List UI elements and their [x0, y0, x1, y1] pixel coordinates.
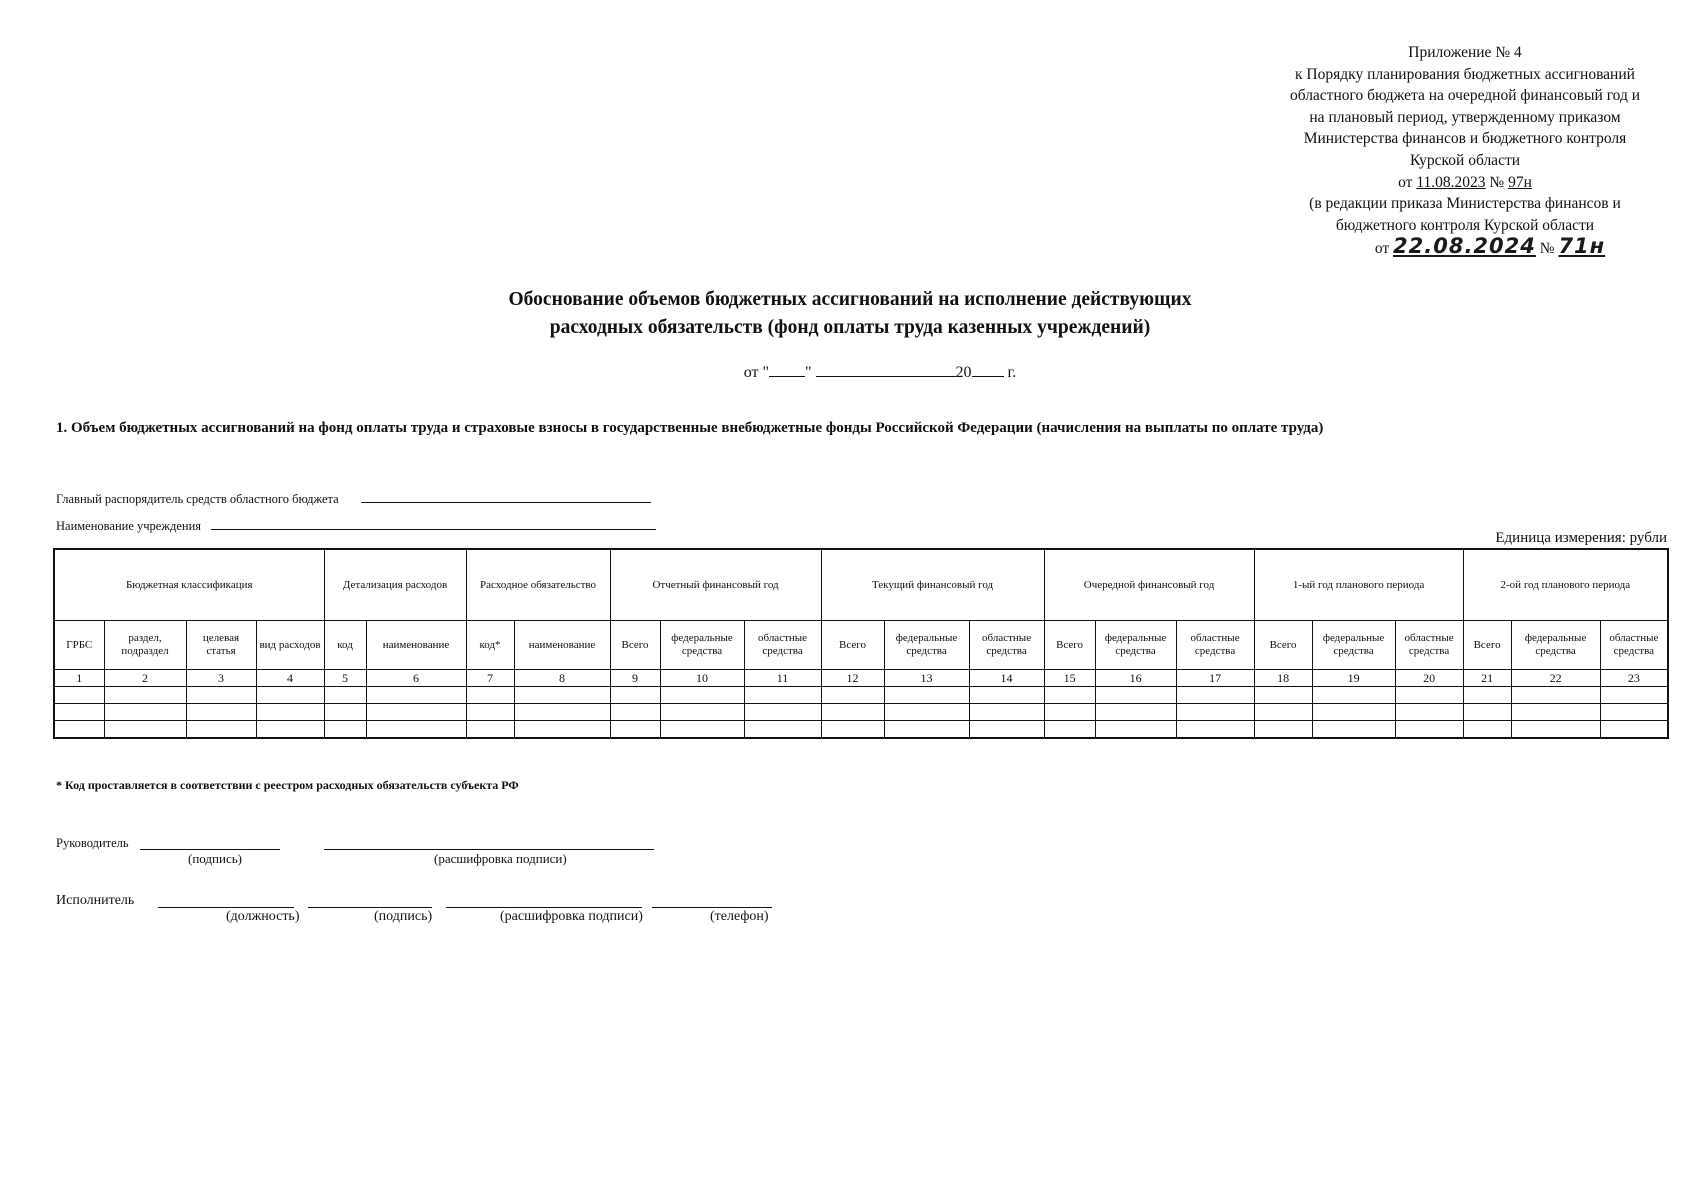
- table-cell[interactable]: [1395, 704, 1463, 721]
- column-number: 6: [366, 670, 466, 687]
- group-header: Отчетный финансовый год: [610, 549, 821, 621]
- executor-signature-line[interactable]: [308, 906, 432, 908]
- table-cell[interactable]: [324, 704, 366, 721]
- column-header: федеральные средства: [884, 621, 969, 670]
- table-cell[interactable]: [610, 704, 660, 721]
- table-cell[interactable]: [1463, 721, 1511, 739]
- table-cell[interactable]: [969, 721, 1044, 739]
- head-label: Руководитель: [56, 836, 129, 850]
- table-cell[interactable]: [466, 704, 514, 721]
- table-cell[interactable]: [366, 704, 466, 721]
- document-title: Обоснование объемов бюджетных ассигнований на исполнение действующих расходных обязательств (фонд оплаты труда казенных учреждений): [508, 289, 1192, 338]
- table-cell[interactable]: [1600, 704, 1668, 721]
- phone-caption: (телефон): [710, 909, 769, 924]
- group-header: 1-ый год планового периода: [1254, 549, 1463, 621]
- column-header: Всего: [1044, 621, 1095, 670]
- approval-line: областного бюджета на очередной финансовый год и: [1289, 87, 1641, 105]
- document-date-line: от " " 20 г.: [600, 361, 1160, 382]
- column-header: областные средства: [969, 621, 1044, 670]
- table-cell[interactable]: [1044, 687, 1095, 704]
- head-signature-line[interactable]: [140, 848, 280, 850]
- table-row[interactable]: [54, 704, 1668, 721]
- column-header: Всего: [610, 621, 660, 670]
- order-date: 11.08.2023: [1416, 173, 1486, 191]
- table-cell[interactable]: [1176, 687, 1254, 704]
- table-cell[interactable]: [1600, 721, 1668, 739]
- table-cell[interactable]: [514, 687, 610, 704]
- head-decoding-line[interactable]: [324, 848, 654, 850]
- table-cell[interactable]: [1176, 721, 1254, 739]
- table-cell[interactable]: [54, 704, 104, 721]
- approval-block: [1245, 42, 1685, 260]
- column-number-row: [54, 670, 1668, 687]
- table-cell[interactable]: [660, 704, 744, 721]
- column-number: 14: [969, 670, 1044, 687]
- edition-line: (в редакции приказа Министерства финансов и: [1309, 195, 1621, 213]
- column-number: 21: [1463, 670, 1511, 687]
- table-cell[interactable]: [186, 687, 256, 704]
- decoding-caption: (расшифровка подписи): [434, 851, 567, 866]
- column-header: Всего: [1254, 621, 1312, 670]
- column-number: 15: [1044, 670, 1095, 687]
- footnote: * Код проставляется в соответствии с реестром расходных обязательств субъекта РФ: [56, 778, 519, 792]
- table-cell[interactable]: [104, 704, 186, 721]
- table-cell[interactable]: [884, 687, 969, 704]
- column-header: Всего: [1463, 621, 1511, 670]
- column-number: 10: [660, 670, 744, 687]
- year-blank[interactable]: [972, 361, 1004, 377]
- table-cell[interactable]: [1395, 687, 1463, 704]
- table-cell[interactable]: [744, 721, 821, 739]
- table-cell[interactable]: [514, 721, 610, 739]
- decoding-caption: (расшифровка подписи): [500, 909, 643, 924]
- column-header: ГРБС: [54, 621, 104, 670]
- table-cell[interactable]: [1254, 704, 1312, 721]
- executor-phone-line[interactable]: [652, 906, 772, 908]
- table-cell[interactable]: [104, 721, 186, 739]
- column-number: 18: [1254, 670, 1312, 687]
- table-cell[interactable]: [466, 721, 514, 739]
- column-header: федеральные средства: [1511, 621, 1600, 670]
- table-cell[interactable]: [1511, 687, 1600, 704]
- table-cell[interactable]: [1176, 704, 1254, 721]
- column-header: областные средства: [744, 621, 821, 670]
- table-row[interactable]: [54, 721, 1668, 739]
- table-cell[interactable]: [1511, 721, 1600, 739]
- column-header: наименование: [514, 621, 610, 670]
- grbs-input-line[interactable]: [361, 490, 651, 503]
- table-cell[interactable]: [1463, 687, 1511, 704]
- position-caption: (должность): [226, 909, 300, 924]
- table-cell[interactable]: [1095, 704, 1176, 721]
- column-header: вид расходов: [256, 621, 324, 670]
- table-cell[interactable]: [104, 687, 186, 704]
- table-cell[interactable]: [54, 721, 104, 739]
- executor-label: Исполнитель: [56, 893, 135, 908]
- grbs-label: Главный распорядитель средств областного бюджета: [56, 492, 339, 506]
- grbs-field: [56, 490, 651, 507]
- column-header: наименование: [366, 621, 466, 670]
- column-number: 2: [104, 670, 186, 687]
- group-header: Детализация расходов: [324, 549, 466, 621]
- table-cell[interactable]: [1095, 721, 1176, 739]
- column-header: федеральные средства: [660, 621, 744, 670]
- month-blank[interactable]: [816, 361, 956, 377]
- signature-caption: (подпись): [374, 909, 433, 924]
- table-cell[interactable]: [186, 721, 256, 739]
- table-cell[interactable]: [969, 704, 1044, 721]
- table-cell[interactable]: [54, 687, 104, 704]
- table-cell[interactable]: [366, 687, 466, 704]
- table-cell[interactable]: [610, 721, 660, 739]
- edition-line: бюджетного контроля Курской области: [1335, 216, 1595, 234]
- table-cell[interactable]: [324, 721, 366, 739]
- approval-line: на плановый период, утвержденному приказом: [1309, 108, 1621, 126]
- column-number: 16: [1095, 670, 1176, 687]
- edition-date-line: от 22.08.2024 № 71н: [1374, 234, 1606, 259]
- group-header: Бюджетная классификация: [54, 549, 324, 621]
- executor-decoding-line[interactable]: [446, 906, 642, 908]
- column-number: 1: [54, 670, 104, 687]
- column-number: 19: [1312, 670, 1395, 687]
- institution-input-line[interactable]: [211, 517, 656, 530]
- approval-line: к Порядку планирования бюджетных ассигнований: [1295, 65, 1635, 83]
- column-number: 8: [514, 670, 610, 687]
- table-cell[interactable]: [256, 704, 324, 721]
- group-header: Расходное обязательство: [466, 549, 610, 621]
- table-cell[interactable]: [366, 721, 466, 739]
- table-cell[interactable]: [1600, 687, 1668, 704]
- table-cell[interactable]: [1511, 704, 1600, 721]
- column-header: федеральные средства: [1095, 621, 1176, 670]
- column-number: 23: [1600, 670, 1668, 687]
- table-group-header-row: [54, 549, 1668, 621]
- table-cell[interactable]: [1395, 721, 1463, 739]
- day-blank[interactable]: [769, 361, 805, 377]
- table-cell[interactable]: [1044, 721, 1095, 739]
- column-number: 5: [324, 670, 366, 687]
- budget-table: [53, 548, 1669, 739]
- order-date-line: от 11.08.2023 № 97н: [1398, 173, 1532, 191]
- table-cell[interactable]: [1095, 687, 1176, 704]
- table-cell[interactable]: [660, 687, 744, 704]
- column-number: 4: [256, 670, 324, 687]
- column-number: 22: [1511, 670, 1600, 687]
- column-header: Всего: [821, 621, 884, 670]
- signature-caption: (подпись): [188, 851, 242, 866]
- column-number: 17: [1176, 670, 1254, 687]
- section-1-heading: 1. Объем бюджетных ассигнований на фонд оплаты труда и страховые взносы в государственные внебюджетные фонды Российской Федерации (начисления на выплаты по оплате труда): [56, 420, 1324, 436]
- appendix-number: Приложение № 4: [1408, 44, 1522, 61]
- table-cell[interactable]: [744, 687, 821, 704]
- column-number: 3: [186, 670, 256, 687]
- table-cell[interactable]: [821, 687, 884, 704]
- column-header: областные средства: [1600, 621, 1668, 670]
- table-cell[interactable]: [610, 687, 660, 704]
- column-number: 13: [884, 670, 969, 687]
- order-number: 97н: [1508, 173, 1532, 191]
- column-header: областные средства: [1176, 621, 1254, 670]
- table-cell[interactable]: [884, 721, 969, 739]
- table-cell[interactable]: [256, 687, 324, 704]
- column-header: код*: [466, 621, 514, 670]
- table-cell[interactable]: [821, 704, 884, 721]
- table-cell[interactable]: [660, 721, 744, 739]
- column-number: 7: [466, 670, 514, 687]
- table-cell[interactable]: [744, 704, 821, 721]
- table-cell[interactable]: [821, 721, 884, 739]
- column-number: 11: [744, 670, 821, 687]
- column-number: 9: [610, 670, 660, 687]
- table-cell[interactable]: [1463, 704, 1511, 721]
- table-cell[interactable]: [969, 687, 1044, 704]
- table-cell[interactable]: [1312, 704, 1395, 721]
- column-header: раздел, подраздел: [104, 621, 186, 670]
- table-cell[interactable]: [514, 704, 610, 721]
- unit-label: Единица измерения: рубли: [1495, 530, 1667, 546]
- table-row[interactable]: [54, 687, 1668, 704]
- group-header: Очередной финансовый год: [1044, 549, 1254, 621]
- institution-field: [56, 517, 656, 534]
- column-header: областные средства: [1395, 621, 1463, 670]
- handwritten-edition-number: 71н: [1558, 234, 1606, 259]
- table-cell[interactable]: [466, 687, 514, 704]
- column-number: 12: [821, 670, 884, 687]
- institution-label: Наименование учреждения: [56, 519, 202, 533]
- handwritten-edition-date: 22.08.2024: [1393, 234, 1536, 259]
- table-cell[interactable]: [324, 687, 366, 704]
- group-header: 2-ой год планового периода: [1463, 549, 1668, 621]
- table-cell[interactable]: [1254, 721, 1312, 739]
- executor-position-line[interactable]: [158, 906, 294, 908]
- column-header: федеральные средства: [1312, 621, 1395, 670]
- table-cell[interactable]: [186, 704, 256, 721]
- table-cell[interactable]: [1312, 721, 1395, 739]
- approval-line: Курской области: [1409, 151, 1521, 169]
- group-header: Текущий финансовый год: [821, 549, 1044, 621]
- table-cell[interactable]: [256, 721, 324, 739]
- column-header: целевая статья: [186, 621, 256, 670]
- column-number: 20: [1395, 670, 1463, 687]
- table-cell[interactable]: [1312, 687, 1395, 704]
- approval-line: Министерства финансов и бюджетного контроля: [1303, 130, 1627, 148]
- table-cell[interactable]: [1254, 687, 1312, 704]
- table-cell[interactable]: [1044, 704, 1095, 721]
- table-subheader-row: [54, 621, 1668, 670]
- column-header: код: [324, 621, 366, 670]
- table-cell[interactable]: [884, 704, 969, 721]
